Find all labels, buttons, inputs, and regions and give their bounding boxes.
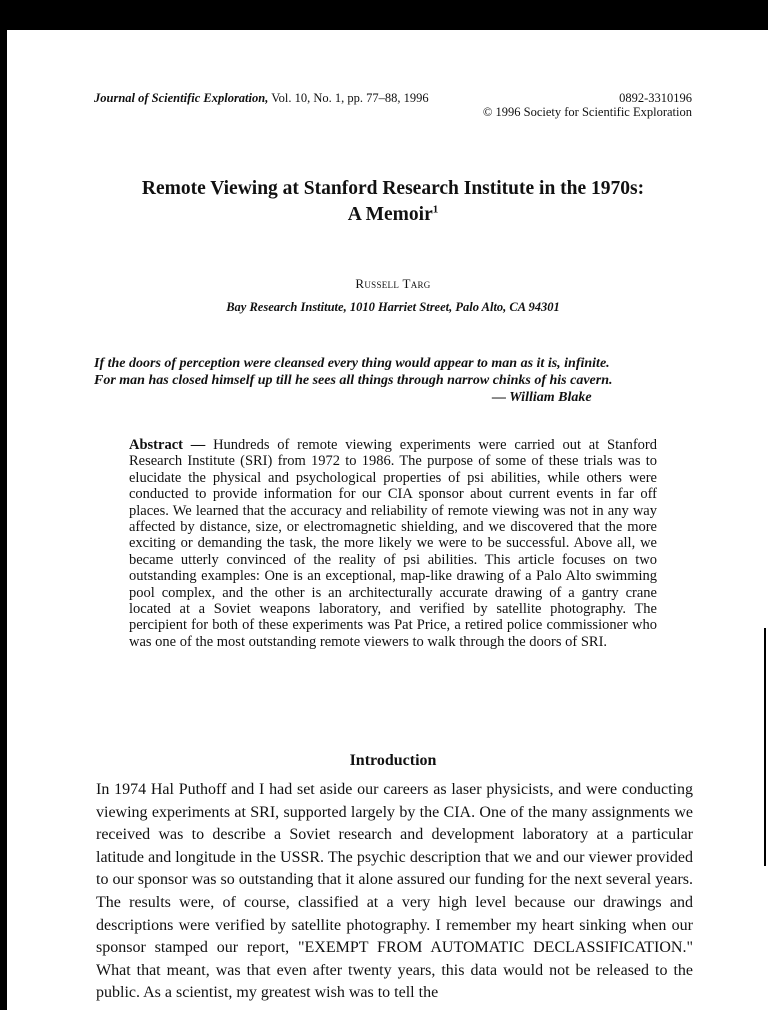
epigraph-line-1: If the doors of perception were cleansed every thing would appear to man as it is, infinite. [94, 356, 610, 371]
journal-citation [94, 91, 429, 106]
copyright: © 1996 Society for Scientific Exploration [482, 105, 692, 119]
author-affiliation: Bay Research Institute, 1010 Harriet Street, Palo Alto, CA 94301 [226, 300, 560, 314]
page-left-border [0, 30, 7, 1010]
journal-name: Journal of Scientific Exploration, [94, 91, 269, 105]
title-line-2: A Memoir [347, 204, 433, 225]
epigraph-line-2: For man has closed himself up till he sees all things through narrow chinks of his cavern. [94, 373, 613, 388]
abstract [129, 437, 657, 650]
volume-info: Vol. 10, No. 1, pp. 77–88, 1996 [268, 91, 429, 105]
epigraph-attribution: — William Blake [492, 390, 592, 405]
page-top-border [0, 0, 768, 30]
introduction-paragraph: In 1974 Hal Puthoff and I had set aside our careers as laser physicists, and were conducting viewing experiments at SRI, supported largely by the CIA. One of the many assignments we received was to describe a Soviet research and development laboratory at a particular latitude and longitude in the USSR. The psychic description that we and our viewer provided to our sponsor was so outstanding that it alone assured our funding for the next several years. The results were, of course, classified at a very high level because our drawings and descriptions were verified by satellite photography. I remember my heart sinking when our sponsor stamped our report, "EXEMPT FROM AUTOMATIC DECLASSIFICATION." What that meant, was that even after twenty years, this data would not be released to the public. As a scientist, my greatest wish was to tell the [96, 781, 693, 1002]
author-name: Russell Targ [355, 276, 431, 291]
abstract-label: Abstract — [129, 437, 206, 453]
abstract-text: Hundreds of remote viewing experiments were carried out at Stanford Research Institute (SRI) from 1972 to 1986. The purpose of some of these trials was to elucidate the physical and psychological properties of psi abilities, while others were conducted to provide information for our CIA sponsor about current events in far off places. We learned that the accuracy and reliability of remote viewing was not in any way affected by distance, size, or electromagnetic shielding, and we discovered that the more exciting or demanding the task, the more likely we were to be successful. Above all, we became utterly convinced of the reality of psi abilities. This article focuses on two outstanding examples: One is an exceptional, map-like drawing of a Palo Alto swimming pool complex, and the other is an architecturally accurate drawing of a gantry crane located at a Soviet weapons laboratory, and verified by satellite photography. The percipient for both of these experiments was Pat Price, a retired police commissioner who was one of the most outstanding remote viewers to walk through the doors of SRI. [129, 437, 657, 650]
article-title [94, 176, 692, 228]
journal-meta [483, 91, 692, 119]
page-right-mark [764, 628, 766, 866]
issn: 0892-3310196 [619, 91, 692, 105]
section-heading-introduction: Introduction [349, 752, 437, 769]
title-footnote-marker: 1 [432, 203, 439, 216]
epigraph [94, 355, 692, 406]
title-line-1: Remote Viewing at Stanford Research Institute in the 1970s: [141, 178, 645, 199]
